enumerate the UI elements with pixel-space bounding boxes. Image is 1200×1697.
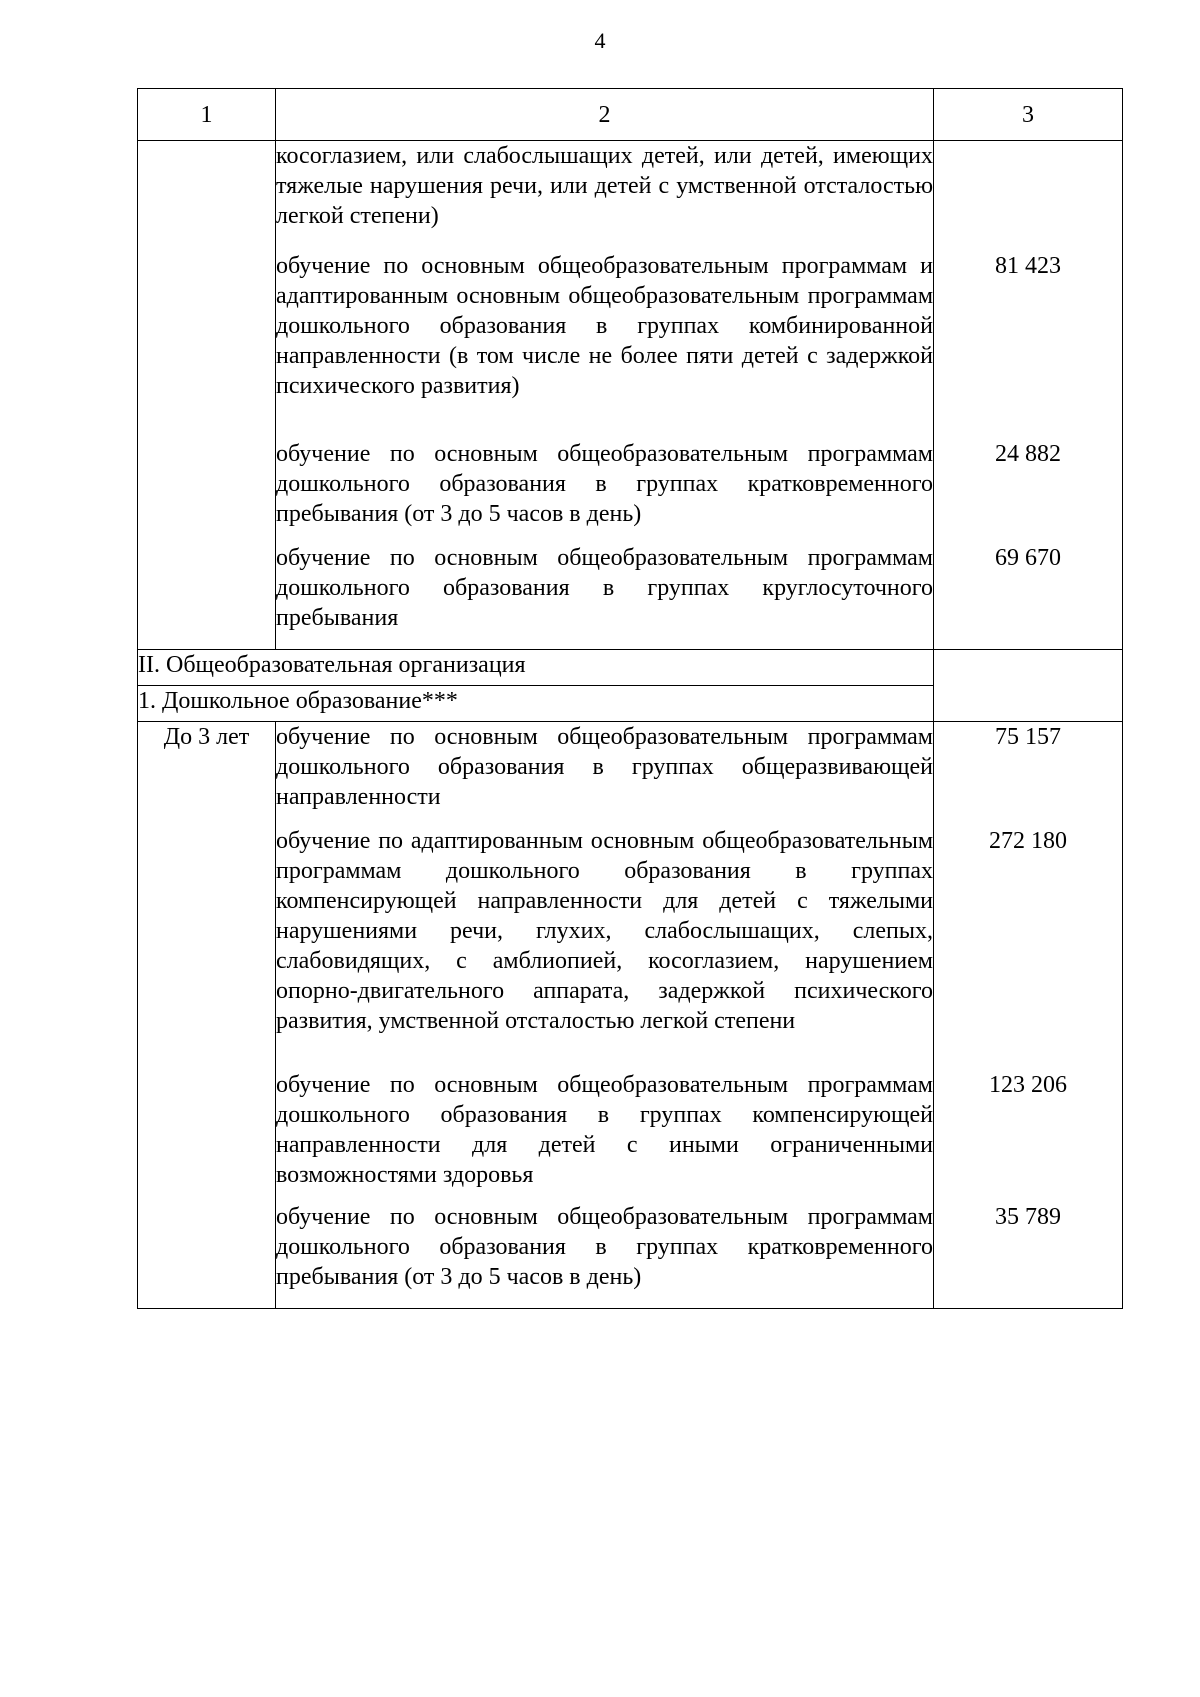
section-heading: II. Общеобразовательная организация [138,650,934,686]
description-cell [276,722,934,1309]
service-description: обучение по основным общеобразовательным программам и адаптированным основным общеобразовательным программам дошкольного образования в группах комбинированной направленности (в том числе не более пяти детей с задержкой психического развития) [276,253,933,399]
cost-value: 123 206 [989,1072,1067,1098]
cost-value: 75 157 [995,724,1061,750]
service-description: обучение по основным общеобразовательным программам дошкольного образования в группах кратковременного пребывания (от 3 до 5 часов в день) [276,1204,933,1290]
cost-value: 81 423 [995,253,1061,279]
column-header-1: 1 [138,89,276,141]
description-cell [276,141,934,650]
service-description: обучение по основным общеобразовательным программам дошкольного образования в группах кратковременного пребывания (от 3 до 5 часов в день) [276,441,933,527]
value-cell [934,722,1123,1309]
service-description: обучение по основным общеобразовательным программам дошкольного образования в группах круглосуточного пребывания [276,545,933,631]
page-number: 4 [594,28,606,53]
service-description: обучение по основным общеобразовательным программам дошкольного образования в группах компенсирующей направленности для детей с иными ограниченными возможностями здоровья [276,1072,933,1188]
age-cell: До 3 лет [138,722,276,1309]
table-header-row [138,89,1123,141]
table-row [138,141,1123,650]
cost-value: 272 180 [989,828,1067,854]
column-header-3: 3 [934,89,1123,141]
service-description: косоглазием, или слабослышащих детей, или детей, имеющих тяжелые нарушения речи, или детей с умственной отсталостью легкой степени) [276,143,933,229]
age-cell [138,141,276,650]
cost-value: 24 882 [995,441,1061,467]
value-cell [934,141,1123,650]
cost-value: 35 789 [995,1204,1061,1230]
subsection-heading: 1. Дошкольное образование*** [138,686,934,722]
table-row [138,722,1123,1309]
service-description: обучение по основным общеобразовательным программам дошкольного образования в группах общеразвивающей направленности [276,724,933,810]
cost-value [934,141,1122,231]
service-description: обучение по адаптированным основным общеобразовательным программам дошкольного образования в группах компенсирующей направленности для детей с тяжелыми нарушениями речи, глухих, слабослышащих, слепых, слабовидящих, с амблиопией, косоглазием, нарушением опорно-двигательного аппарата, задержкой психического развития, умственной отсталостью легкой степени [276,828,933,1034]
section-row [138,650,1123,686]
cost-value: 69 670 [995,545,1061,571]
empty-value-cell [934,650,1123,722]
column-header-2: 2 [276,89,934,141]
cost-table [137,88,1123,1309]
